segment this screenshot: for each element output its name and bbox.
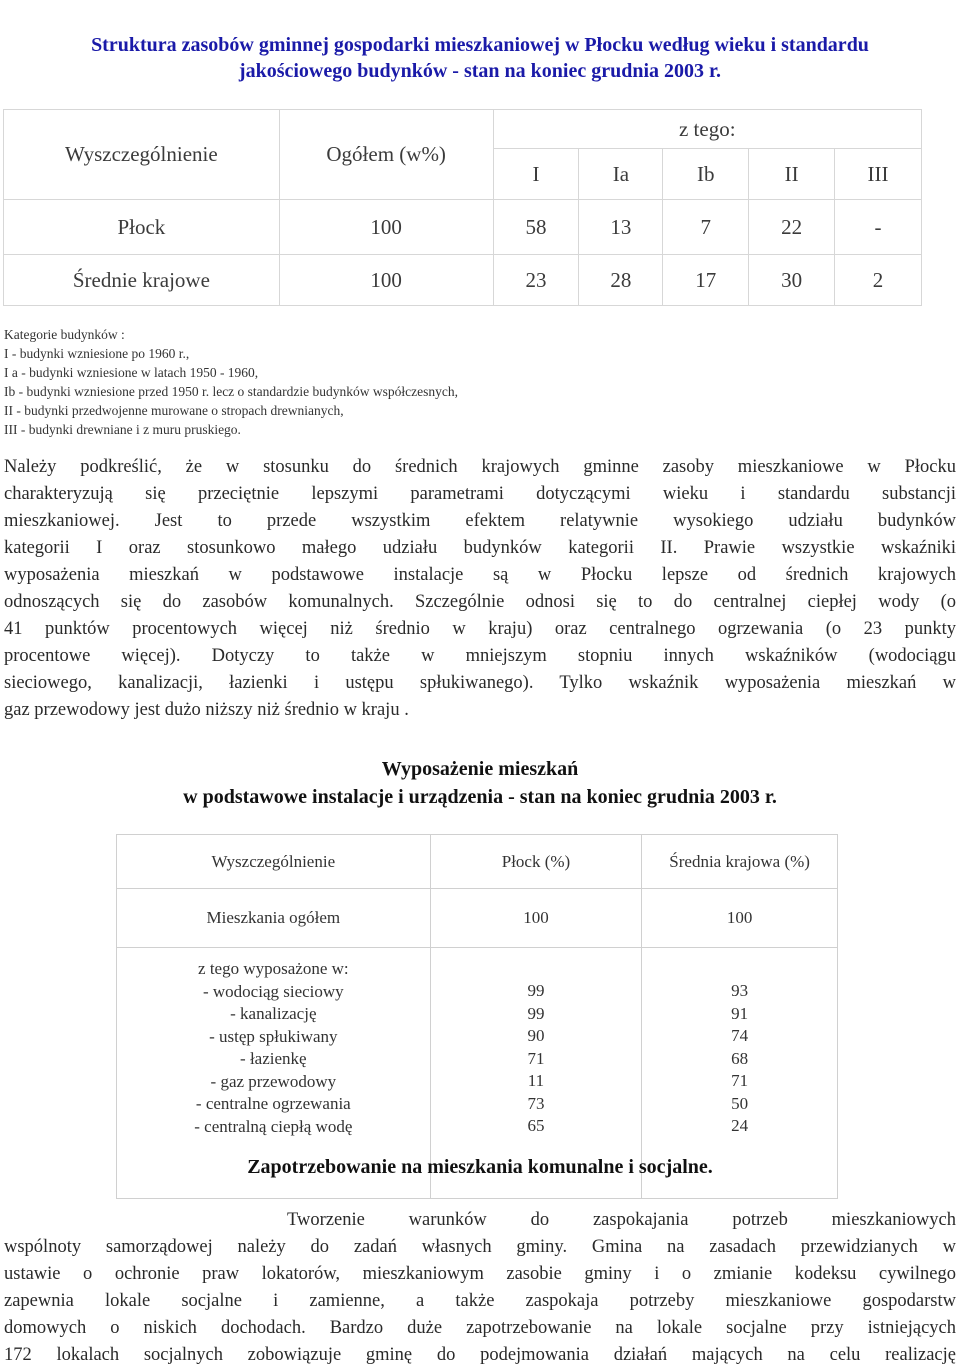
item-value: 90	[527, 1026, 545, 1045]
row-label: Mieszkania ogółem	[117, 889, 431, 948]
body-paragraph	[4, 1207, 956, 1369]
table-header-row	[4, 110, 922, 149]
item-label: - centralną ciepłą wodę	[194, 1116, 353, 1136]
item-label: - kanalizację	[230, 1004, 317, 1023]
table1-title	[0, 32, 960, 84]
paragraph-line: ustawie o ochronie praw lokatorów, mieszkaniowym zasobie gminy i o zmianie kodeksu cywilnego	[4, 1264, 956, 1284]
header-cell: Płock (%)	[430, 835, 642, 889]
paragraph-line: kategorii I oraz stosunkowo małego udziału budynków kategorii II. Prawie wszystkie wskaźniki	[4, 538, 956, 558]
header-cell: Wyszczególnienie	[117, 835, 431, 889]
item-value: 71	[527, 1048, 545, 1068]
cell-value: 13	[579, 200, 663, 255]
equipment-table	[116, 834, 838, 1199]
paragraph-line: procentowe więcej). Dotyczy to także w mniejszym stopniu innych wskaźników (wodociągu	[4, 646, 956, 666]
paragraph-line: mieszkaniowej. Jest to przede wszystkim efektem relatywnie wysokiego udziału budynków	[4, 511, 956, 531]
item-value: 71	[731, 1071, 749, 1090]
table2-title-line: w podstawowe instalacje i urządzenia - stan na koniec grudnia 2003 r.	[183, 786, 777, 808]
paragraph-line: gaz przewodowy jest dużo niższy niż średnio w kraju .	[4, 700, 409, 720]
age-standard-table	[3, 109, 922, 306]
building-category-legend	[4, 325, 458, 439]
cell-value: 100	[642, 889, 838, 948]
paragraph-line: domowych o niskich dochodach. Bardzo duże zapotrzebowanie na lokale socjalne przy istniejących	[4, 1318, 956, 1338]
cell-value: 28	[579, 255, 663, 306]
item-value: 11	[527, 1071, 545, 1090]
item-label: - łazienkę	[240, 1049, 307, 1068]
subheader-cell: I	[493, 149, 579, 200]
header-cell: Ogółem (w%)	[279, 110, 493, 200]
table1-title-line: jakościowego budynków - stan na koniec grudnia 2003 r.	[238, 60, 722, 82]
cell-value: 2	[835, 255, 922, 306]
table-row	[4, 255, 922, 306]
item-value: 91	[731, 1003, 749, 1023]
subheader-cell: Ia	[579, 149, 663, 200]
body-paragraph	[4, 454, 956, 724]
subheader-cell: III	[835, 149, 922, 200]
row-label: Płock	[4, 200, 280, 255]
paragraph-line: Tworzenie warunków do zaspokajania potrzeb mieszkaniowych	[287, 1210, 956, 1230]
table2-title	[0, 755, 960, 811]
item-value: 93	[731, 981, 749, 1000]
cell-value: 22	[749, 200, 835, 255]
paragraph-line: wspólnoty samorządowej należy do zadań własnych gminy. Gmina na zasadach przewidzianych w	[4, 1237, 956, 1257]
cell-total: 100	[279, 255, 493, 306]
item-value: 73	[527, 1093, 545, 1113]
paragraph-line: charakteryzują się przeciętnie lepszymi parametrami dotyczącymi wieku i standardu substancji	[4, 484, 956, 504]
header-cell: Średnia krajowa (%)	[642, 835, 838, 889]
table-row	[4, 200, 922, 255]
subheader-cell: II	[749, 149, 835, 200]
item-label: - gaz przewodowy	[210, 1071, 337, 1091]
paragraph-line: Należy podkreślić, że w stosunku do średnich krajowych gminne zasoby mieszkaniowe w Płocku	[4, 457, 956, 477]
subheader-cell: Ib	[663, 149, 749, 200]
legend-line: I a - budynki wzniesione w latach 1950 - 1960,	[4, 365, 259, 380]
item-value: 50	[731, 1093, 749, 1113]
cell-value: 58	[493, 200, 579, 255]
equipped-heading: z tego wyposażone w:	[198, 959, 349, 978]
paragraph-line: wyposażenia mieszkań w podstawowe instalacje są w Płocku lepsze od średnich krajowych	[4, 565, 956, 585]
cell-value: 30	[749, 255, 835, 306]
legend-line: Kategorie budynków :	[4, 327, 125, 342]
section-heading: Zapotrzebowanie na mieszkania komunalne i socjalne.	[247, 1156, 713, 1178]
cell-value: 7	[663, 200, 749, 255]
item-value: 74	[731, 1026, 749, 1045]
cell-value: 17	[663, 255, 749, 306]
legend-line: I - budynki wzniesione po 1960 r.,	[4, 346, 190, 361]
cell-value: 100	[430, 889, 642, 948]
legend-line: II - budynki przedwojenne murowane o stropach drewnianych,	[4, 403, 344, 418]
legend-line: III - budynki drewniane i z muru pruskiego.	[4, 422, 241, 437]
item-value: 24	[731, 1116, 749, 1135]
item-label: - ustęp spłukiwany	[209, 1026, 338, 1046]
item-value: 99	[527, 981, 545, 1000]
cell-value: 23	[493, 255, 579, 306]
cell-total: 100	[279, 200, 493, 255]
table1-title-line: Struktura zasobów gminnej gospodarki mieszkaniowej w Płocku według wieku i standardu	[91, 34, 869, 56]
paragraph-line: 172 lokalach socjalnych zobowiązuje gminę do podejmowania działań mających na celu realizację	[4, 1345, 956, 1365]
table-row	[117, 889, 838, 948]
cell-value: -	[835, 200, 922, 255]
item-value: 68	[731, 1048, 749, 1068]
paragraph-line: zapewnia lokale socjalne i zamienne, a także zaspokaja potrzeby mieszkaniowe gospodarstw	[4, 1291, 956, 1311]
paragraph-line: odnoszących się do zasobów komunalnych. Szczególnie odnosi się to do centralnej ciepłej wody (o	[4, 592, 956, 612]
paragraph-line: sieciowego, kanalizacji, łazienki i ustępu spłukiwanego). Tylko wskaźnik wyposażenia mieszkań w	[4, 673, 956, 693]
item-value: 99	[527, 1003, 545, 1023]
header-cell: Wyszczególnienie	[4, 110, 280, 200]
table-header-row	[117, 835, 838, 889]
legend-line: Ib - budynki wzniesione przed 1950 r. lecz o standardzie budynków współczesnych,	[4, 384, 458, 399]
paragraph-line: 41 punktów procentowych więcej niż średnio w kraju) oraz centralnego ogrzewania (o 23 punkty	[4, 619, 956, 639]
header-group-cell: z tego:	[493, 110, 921, 149]
item-value: 65	[527, 1116, 545, 1135]
item-label: - centralne ogrzewania	[195, 1094, 351, 1113]
table2-title-line: Wyposażenie mieszkań	[381, 758, 579, 780]
row-label: Średnie krajowe	[4, 255, 280, 306]
item-label: - wodociąg sieciowy	[202, 981, 344, 1001]
